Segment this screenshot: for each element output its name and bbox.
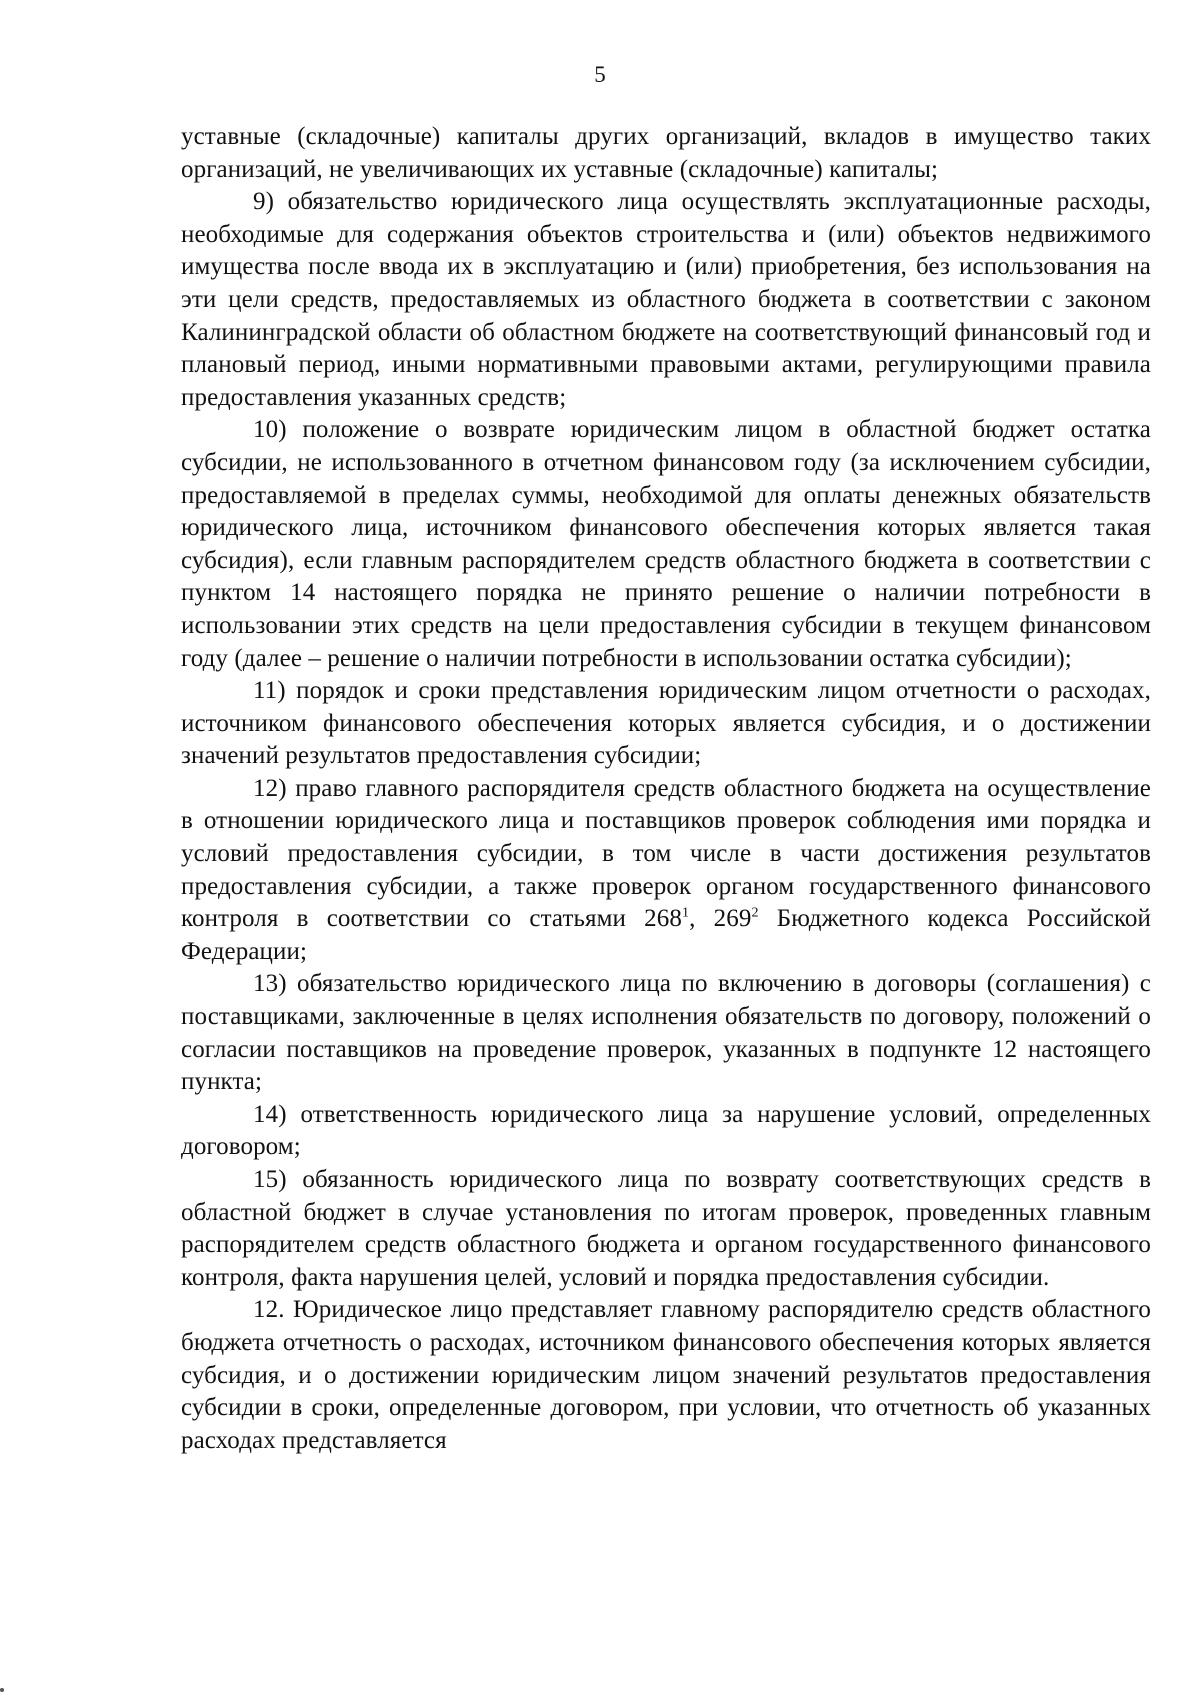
paragraph-item-10: 10) положение о возврате юридическим лицом в областной бюджет остатка субсидии, не использованного в отчетном финансовом году (за исключением субсидии, предоставляемой в пределах суммы, необходимой для оплаты денежных обязательств юридического лица, источником финансового обеспечения которых является такая субсидия), если главным распорядителем средств областного бюджета в соответствии с пунктом 14 настоящего порядка не принято решение о наличии потребности в использовании этих средств на цели предоставления субсидии в текущем финансовом году (далее – решение о наличии потребности в использовании остатка субсидии); (181, 416, 1151, 672)
paragraph-item-11: 11) порядок и сроки представления юридическим лицом отчетности о расходах, источником финансового обеспечения которых является субсидия, и о достижении значений результатов предоставления субсидии; (181, 677, 1151, 770)
scan-speck (0, 1688, 4, 1692)
paragraph-item-12 (181, 773, 1151, 969)
paragraph-item-12-text-middle: , 269 (689, 905, 752, 933)
paragraph-item-12-text-end: Бюджетного кодекса Российской Федерации; (181, 905, 1152, 965)
paragraph-item-13: 13) обязательство юридического лица по включению в договоры (соглашения) с поставщиками, заключенные в целях исполнения обязательств по договору, положений о согласии поставщиков на проведение проверок, указанных в подпункте 12 настоящего пункта; (181, 970, 1151, 1096)
superscript-2: 2 (751, 905, 759, 921)
document-body (181, 121, 1151, 1457)
paragraph-item-14: 14) ответственность юридического лица за нарушение условий, определенных договором; (181, 1100, 1151, 1161)
paragraph-clause-12: 12. Юридическое лицо представляет главному распорядителю средств областного бюджета отчетность о расходах, источником финансового обеспечения которых является субсидия, и о достижении юридическим лицом значений результатов предоставления субсидии в сроки, определенные договором, при условии, что отчетность об указанных расходах представляется (181, 1296, 1151, 1454)
paragraph-item-9: 9) обязательство юридического лица осуществлять эксплуатационные расходы, необходимые для содержания объектов строительства и (или) объектов недвижимого имущества после ввода их в эксплуатацию и (или) приобретения, без использования на эти цели средств, предоставляемых из областного бюджета в соответствии с законом Калининградской области об областном бюджете на соответствующий финансовый год и плановый период, иными нормативными правовыми актами, регулирующими правила предоставления указанных средств; (181, 188, 1151, 411)
page-number: 5 (594, 62, 606, 87)
paragraph-item-15: 15) обязанность юридического лица по возврату соответствующих средств в областной бюджет в случае установления по итогам проверок, проведенных главным распорядителем средств областного бюджета и органом государственного финансового контроля, факта нарушения целей, условий и порядка предоставления субсидии. (181, 1166, 1151, 1291)
paragraph-item-12-text: 12) право главного распорядителя средств областного бюджета на осуществление в отношении юридического лица и поставщиков проверок соблюдения ими порядка и условий предоставления субсидии, в том числе в части достижения результатов предоставления субсидии, а также проверок органом государственного финансового контроля в соответствии со статьями 268 (181, 774, 1151, 933)
superscript-1: 1 (681, 905, 690, 921)
paragraph-continuation: уставные (складочные) капиталы других организаций, вкладов в имущество таких организаций, не увеличивающих их уставные (складочные) капиталы; (181, 123, 1151, 183)
